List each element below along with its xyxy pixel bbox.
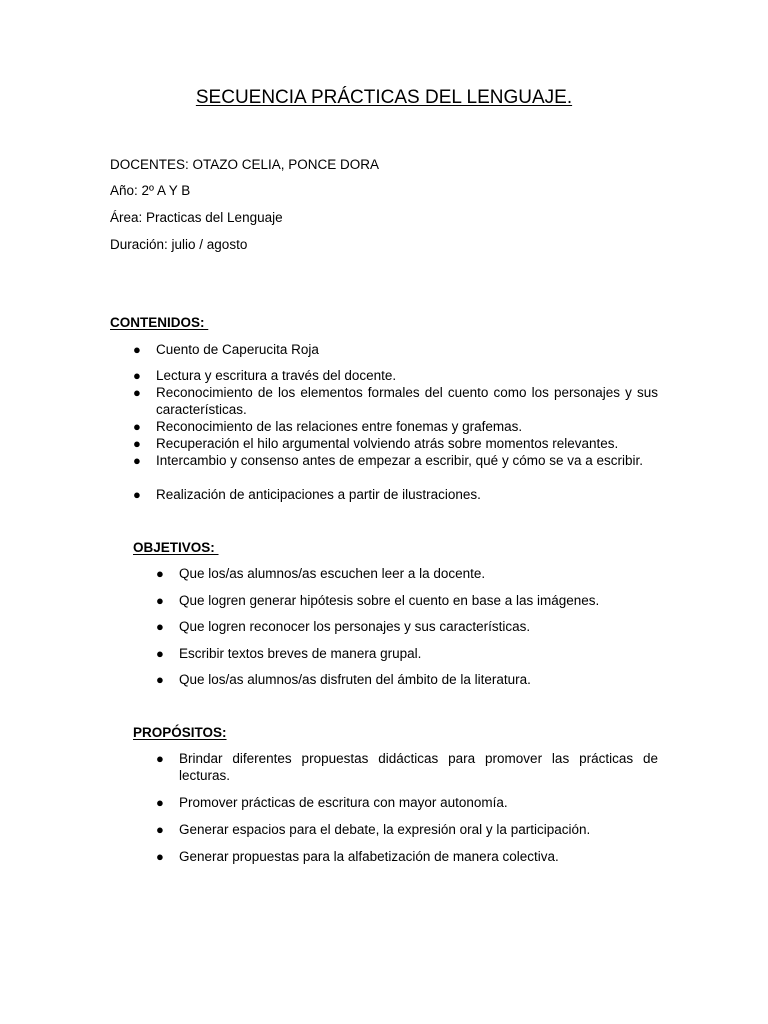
bullet-icon: ● <box>156 849 164 864</box>
proposito-text: Promover prácticas de escritura con mayor autonomía. <box>179 795 508 810</box>
list-item <box>156 565 658 582</box>
objetivo-text: Escribir textos breves de manera grupal. <box>179 646 422 661</box>
list-item <box>156 645 658 662</box>
contenido-text: Reconocimiento de las relaciones entre fonemas y grafemas. <box>156 419 523 434</box>
list-item <box>133 341 658 358</box>
list-item <box>156 592 658 609</box>
bullet-icon: ● <box>133 368 141 383</box>
contenido-text: Cuento de Caperucita Roja <box>156 342 319 357</box>
bullet-icon: ● <box>133 342 141 357</box>
anio-line: Año: 2º A Y B <box>110 183 191 198</box>
document-title: SECUENCIA PRÁCTICAS DEL LENGUAJE. <box>195 87 573 108</box>
list-item <box>133 418 658 435</box>
list-item <box>133 384 658 418</box>
objetivo-text: Que los/as alumnos/as escuchen leer a la docente. <box>179 566 486 581</box>
bullet-icon: ● <box>133 385 141 400</box>
bullet-icon: ● <box>156 751 164 766</box>
list-item <box>156 750 658 784</box>
list-item <box>156 671 658 688</box>
bullet-icon: ● <box>156 822 164 837</box>
list-item <box>156 794 658 811</box>
proposito-text: Brindar diferentes propuestas didácticas para promover las prácticas de lecturas. <box>179 751 658 783</box>
list-item <box>133 435 658 452</box>
contenido-text: Realización de anticipaciones a partir de ilustraciones. <box>156 487 481 502</box>
docentes-line: DOCENTES: OTAZO CELIA, PONCE DORA <box>110 157 380 172</box>
contenidos-heading: CONTENIDOS: <box>110 315 209 330</box>
bullet-icon: ● <box>156 795 164 810</box>
area-line: Área: Practicas del Lenguaje <box>110 210 283 225</box>
contenido-text: Lectura y escritura a través del docente. <box>156 368 397 383</box>
list-item <box>156 848 658 865</box>
bullet-icon: ● <box>156 672 164 687</box>
bullet-icon: ● <box>133 487 141 502</box>
objetivo-text: Que los/as alumnos/as disfruten del ámbito de la literatura. <box>179 672 531 687</box>
contenido-text: Recuperación el hilo argumental volviendo atrás sobre momentos relevantes. <box>156 436 619 451</box>
bullet-icon: ● <box>133 419 141 434</box>
proposito-text: Generar propuestas para la alfabetización de manera colectiva. <box>179 849 559 864</box>
contenido-text: Reconocimiento de los elementos formales del cuento como los personajes y sus características. <box>156 385 658 417</box>
list-item <box>133 367 658 384</box>
proposito-text: Generar espacios para el debate, la expresión oral y la participación. <box>179 822 591 837</box>
bullet-icon: ● <box>156 593 164 608</box>
bullet-icon: ● <box>156 619 164 634</box>
objetivos-heading: OBJETIVOS: <box>133 540 219 555</box>
list-item <box>156 821 658 838</box>
list-item <box>133 452 658 469</box>
objetivo-text: Que logren reconocer los personajes y sus características. <box>179 619 531 634</box>
contenido-text: Intercambio y consenso antes de empezar a escribir, qué y cómo se va a escribir. <box>156 453 643 468</box>
bullet-icon: ● <box>156 646 164 661</box>
bullet-icon: ● <box>156 566 164 581</box>
bullet-icon: ● <box>133 436 141 451</box>
list-item <box>156 618 658 635</box>
duracion-line: Duración: julio / agosto <box>110 237 248 252</box>
bullet-icon: ● <box>133 453 141 468</box>
objetivo-text: Que logren generar hipótesis sobre el cuento en base a las imágenes. <box>179 593 600 608</box>
propositos-heading: PROPÓSITOS: <box>133 725 227 740</box>
list-item <box>133 486 658 503</box>
